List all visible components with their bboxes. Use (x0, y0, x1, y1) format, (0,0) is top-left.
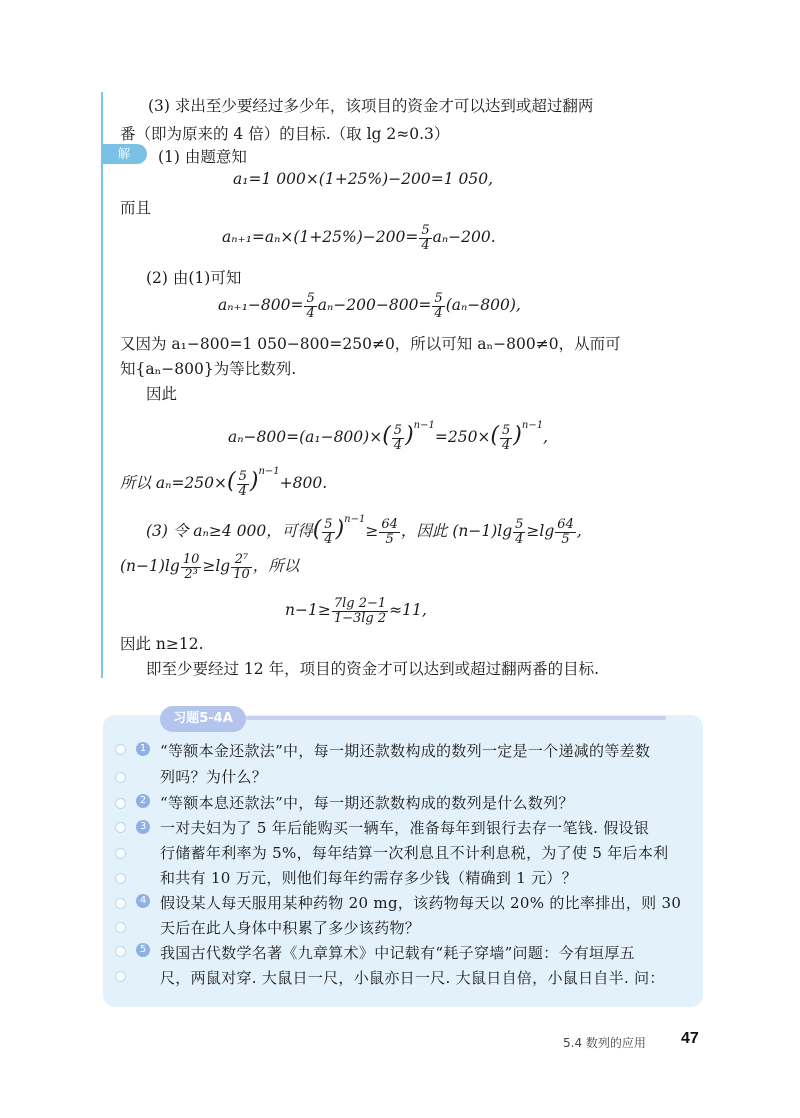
exercise-line: “等额本金还款法”中，每一期还款数构成的数列一定是一个递减的等差数 (160, 742, 651, 760)
therefore-text: 因此 (146, 385, 178, 403)
exercise-title: 习题5-4A (160, 706, 246, 732)
binder-hole-icon (115, 822, 126, 833)
part2-heading: (2) 由(1)可知 (146, 269, 242, 287)
part3-inequality: (3) 令 aₙ≥4 000，可得( $\frac{5}{4}$ )$^{n-1}$≥ $\frac{64}{5}$ ，因此 (n−1)lg $\frac{5}{4}$ ≥lg $\frac{64}{5}$ , (146, 514, 582, 547)
margin-rule (101, 92, 103, 678)
exercise-tab-bar (246, 716, 666, 720)
part3-question-cont: 番（即为原来的 4 倍）的目标.（取 lg 2≈0.3） (120, 125, 450, 143)
and-text: 而且 (120, 199, 152, 217)
exercise-line: 一对夫妇为了 5 年后能购买一辆车，准备每年到银行去存一笔钱. 假设银 (160, 819, 650, 837)
exercise-line: 天后在此人身体中积累了多少该药物？ (160, 919, 421, 937)
equation-general: aₙ−800=(a₁−800)×( $\frac{5}{4}$ )$^{n-1}$=250×( $\frac{5}{4}$ )$^{n-1}$, (228, 420, 549, 453)
conclusion: 即至少要经过 12 年，项目的资金才可以达到或超过翻两番的目标. (146, 660, 600, 678)
binder-hole-icon (115, 922, 126, 933)
exercise-number-1: 1 (136, 742, 150, 756)
equation-recurrence: aₙ₊₁=aₙ×(1+25%)−200= $\frac{5}{4}$ aₙ−200. (222, 222, 496, 253)
reason-text: 又因为 a₁−800=1 050−800=250≠0，所以可知 aₙ−800≠0，从而可 (120, 335, 621, 353)
binder-hole-icon (115, 898, 126, 909)
binder-hole-icon (115, 848, 126, 859)
exercise-line: 列吗？为什么？ (160, 768, 268, 786)
binder-hole-icon (115, 873, 126, 884)
part1-heading: (1) 由题意知 (158, 148, 247, 166)
hence-n: 因此 n≥12. (120, 635, 204, 653)
equation-a1: a₁=1 000×(1+25%)−200=1 050, (233, 170, 494, 188)
binder-hole-icon (115, 971, 126, 982)
page-number: 47 (681, 1030, 699, 1047)
exercise-number-5: 5 (136, 943, 150, 957)
exercise-line: 尺，两鼠对穿. 大鼠日一尺，小鼠亦日一尺. 大鼠日自倍，小鼠日自半. 问： (160, 969, 665, 987)
exercise-line: 和共有 10 万元，则他们每年约需存多少钱（精确到 1 元）？ (160, 869, 578, 887)
exercise-line: 假设某人每天服用某种药物 20 mg，该药物每天以 20% 的比率排出，则 30 (160, 894, 682, 912)
equation-n-bound: n−1≥ $\frac{7\lg 2-1}{1-3\lg 2}$ ≈11, (285, 595, 427, 626)
binder-hole-icon (115, 946, 126, 957)
exercise-number-3: 3 (136, 820, 150, 834)
section-footer: 5.4 数列的应用 (563, 1036, 646, 1050)
reason-text-cont: 知{aₙ−800}为等比数列. (120, 360, 297, 378)
exercise-line: 我国古代数学名著《九章算术》中记载有“耗子穿墙”问题：今有垣厚五 (160, 944, 635, 962)
solution-badge: 解 (101, 144, 147, 164)
fraction-5-4: $\frac{5}{4}$ (421, 222, 430, 253)
exercise-number-4: 4 (136, 894, 150, 908)
exercise-line: “等额本息还款法”中，每一期还款数构成的数列是什么数列？ (160, 794, 574, 812)
part3-question: (3) 求出至少要经过多少年，该项目的资金才可以达到或超过翻两 (148, 97, 594, 115)
exercise-number-2: 2 (136, 794, 150, 808)
equation-an: 所以 aₙ=250×( $\frac{5}{4}$ )$^{n-1}$+800. (120, 466, 328, 499)
binder-hole-icon (115, 772, 126, 783)
exercise-line: 行储蓄年利率为 5%，每年结算一次利息且不计利息税，为了使 5 年后本利 (160, 844, 669, 862)
binder-hole-icon (115, 744, 126, 755)
binder-hole-icon (115, 798, 126, 809)
part3-log-inequality: (n−1)lg $\frac{10}{\text{2³}}$ ≥lg $\frac{\text{2⁷}}{10}$ ，所以 (120, 551, 300, 582)
equation-shift: aₙ₊₁−800= $\frac{5}{4}$ aₙ−200−800= $\frac{5}{4}$ (aₙ−800), (218, 290, 521, 321)
